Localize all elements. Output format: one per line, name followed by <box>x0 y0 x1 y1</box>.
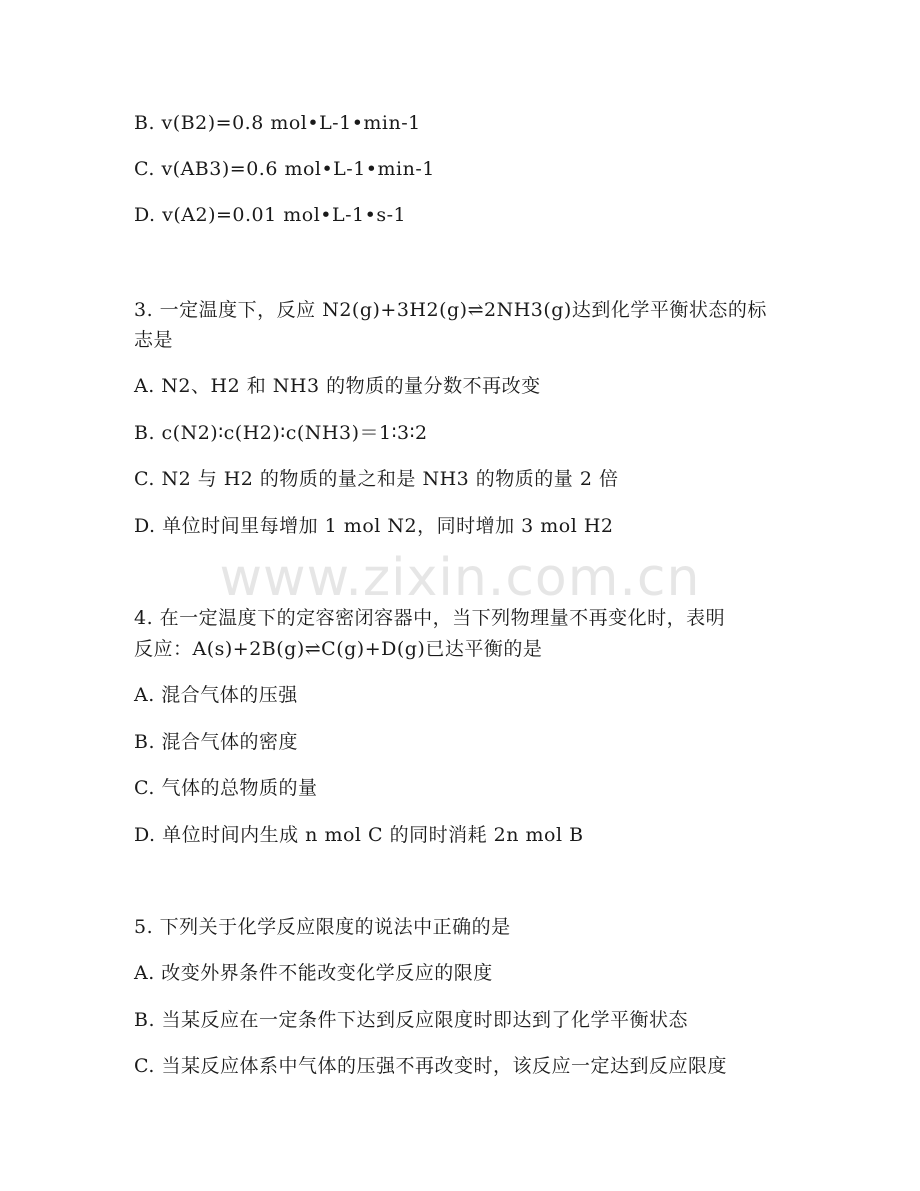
q2-option-b: B. v(B2)=0.8 mol•L-1•min-1 <box>134 112 421 134</box>
q4-stem-line-2: 反应：A(s)+2B(g)⇌C(g)+D(g)已达平衡的是 <box>134 638 543 660</box>
q2-option-d: D. v(A2)=0.01 mol•L-1•s-1 <box>134 204 407 226</box>
q4-option-c: C. 气体的总物质的量 <box>134 777 318 799</box>
q4-option-d: D. 单位时间内生成 n mol C 的同时消耗 2n mol B <box>134 824 584 846</box>
q3-option-d: D. 单位时间里每增加 1 mol N2，同时增加 3 mol H2 <box>134 515 614 537</box>
q5-option-a: A. 改变外界条件不能改变化学反应的限度 <box>134 962 493 984</box>
q3-option-a: A. N2、H2 和 NH3 的物质的量分数不再改变 <box>134 375 541 397</box>
q4-stem-line-1: 4. 在一定温度下的定容密闭容器中，当下列物理量不再变化时，表明 <box>134 607 726 629</box>
q4-option-a: A. 混合气体的压强 <box>134 684 298 706</box>
q5-stem-line-1: 5. 下列关于化学反应限度的说法中正确的是 <box>134 916 511 938</box>
watermark: www.zixin.com.cn <box>219 548 701 608</box>
q2-option-c: C. v(AB3)=0.6 mol•L-1•min-1 <box>134 158 435 180</box>
q5-option-b: B. 当某反应在一定条件下达到反应限度时即达到了化学平衡状态 <box>134 1009 689 1031</box>
q5-option-c: C. 当某反应体系中气体的压强不再改变时，该反应一定达到反应限度 <box>134 1055 727 1077</box>
q4-option-b: B. 混合气体的密度 <box>134 731 299 753</box>
q3-stem-line-1: 3. 一定温度下，反应 N2(g)+3H2(g)⇌2NH3(g)达到化学平衡状态的标 <box>134 299 767 321</box>
q3-option-c: C. N2 与 H2 的物质的量之和是 NH3 的物质的量 2 倍 <box>134 468 619 490</box>
q3-stem-line-2: 志是 <box>134 329 174 351</box>
q3-option-b: B. c(N2)∶c(H2)∶c(NH3)＝1∶3∶2 <box>134 422 428 444</box>
